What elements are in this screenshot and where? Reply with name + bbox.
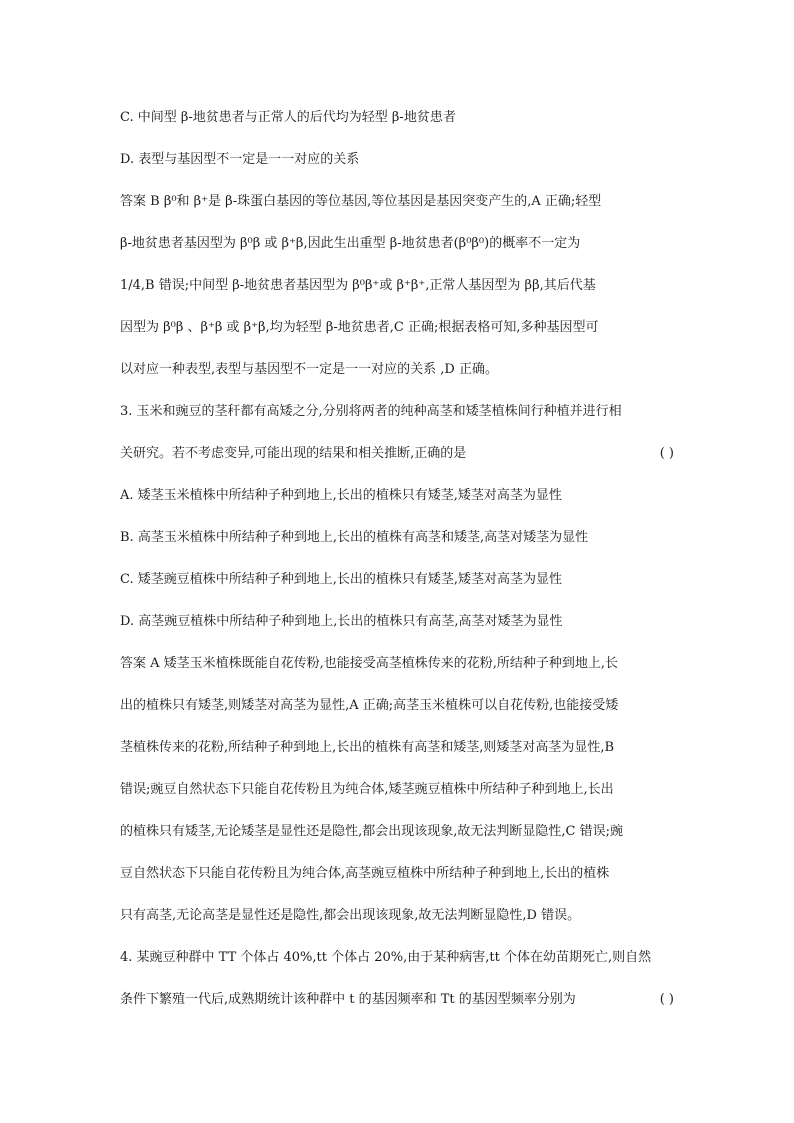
- q3-answer-line-4: 错误;豌豆自然状态下只能自花传粉且为纯合体,矮茎豌豆植株中所结种子种到地上,长出: [120, 782, 614, 797]
- q4-stem-line-1: 4. 某豌豆种群中 TT 个体占 40%,tt 个体占 20%,由于某种病害,tt 个体在幼苗期死亡,则自然: [120, 950, 652, 965]
- q2-answer-line-5: 以对应一种表型,表型与基因型不一定是一一对应的关系 ,D 正确。: [120, 362, 498, 377]
- q4-stem-line-2: [120, 991, 680, 1009]
- q2-answer-line-4: 因型为 β⁰β 、β⁺β 或 β⁺β,均为轻型 β-地贫患者,C 正确;根据表格可知,多种基因型可: [120, 320, 599, 335]
- q3-answer-line-3: 茎植株传来的花粉,所结种子种到地上,长出的植株有高茎和矮茎,则矮茎对高茎为显性,B: [120, 740, 615, 755]
- q2-option-c: C. 中间型 β-地贫患者与正常人的后代均为轻型 β-地贫患者: [120, 110, 456, 125]
- q3-answer-line-5: 的植株只有矮茎,无论矮茎是显性还是隐性,都会出现该现象,故无法判断显隐性,C 错误;豌: [120, 824, 623, 839]
- q3-stem-line-2: [120, 445, 680, 463]
- q3-answer-line-6: 豆自然状态下只能自花传粉且为纯合体,高茎豌豆植株中所结种子种到地上,长出的植株: [120, 866, 610, 881]
- q3-answer-line-2: 出的植株只有矮茎,则矮茎对高茎为显性,A 正确;高茎玉米植株可以自花传粉,也能接受矮: [120, 698, 619, 713]
- q2-answer-line-1: 答案 B β⁰和 β⁺是 β-珠蛋白基因的等位基因,等位基因是基因突变产生的,A 正确;轻型: [120, 194, 602, 209]
- q2-answer-line-3: 1/4,B 错误;中间型 β-地贫患者基因型为 β⁰β⁺或 β⁺β⁺,正常人基因型为 ββ,其后代基: [120, 278, 596, 293]
- q3-stem-text: 关研究。若不考虑变异,可能出现的结果和相关推断,正确的是: [120, 446, 467, 461]
- q2-option-d: D. 表型与基因型不一定是一一对应的关系: [120, 152, 360, 167]
- q4-stem-text: 条件下繁殖一代后,成熟期统计该种群中 t 的基因频率和 Tt 的基因型频率分别为: [120, 992, 576, 1007]
- q3-answer-blank: ( ): [659, 446, 674, 461]
- q3-answer-line-1: 答案 A 矮茎玉米植株既能自花传粉,也能接受高茎植株传来的花粉,所结种子种到地上,长: [120, 656, 619, 671]
- q4-answer-blank: ( ): [659, 992, 674, 1007]
- q3-option-d: D. 高茎豌豆植株中所结种子种到地上,长出的植株只有高茎,高茎对矮茎为显性: [120, 614, 563, 629]
- q2-answer-line-2: β-地贫患者基因型为 β⁰β 或 β⁺β,因此生出重型 β-地贫患者(β⁰β⁰)的概率不一定为: [120, 236, 581, 251]
- q3-option-c: C. 矮茎豌豆植株中所结种子种到地上,长出的植株只有矮茎,矮茎对高茎为显性: [120, 572, 563, 587]
- q3-option-a: A. 矮茎玉米植株中所结种子种到地上,长出的植株只有矮茎,矮茎对高茎为显性: [120, 488, 562, 503]
- q3-answer-line-7: 只有高茎,无论高茎是显性还是隐性,都会出现该现象,故无法判断显隐性,D 错误。: [120, 908, 581, 923]
- q3-stem-line-1: 3. 玉米和豌豆的茎秆都有高矮之分,分别将两者的纯种高茎和矮茎植株间行种植并进行相: [120, 404, 622, 419]
- q3-option-b: B. 高茎玉米植株中所结种子种到地上,长出的植株有高茎和矮茎,高茎对矮茎为显性: [120, 530, 589, 545]
